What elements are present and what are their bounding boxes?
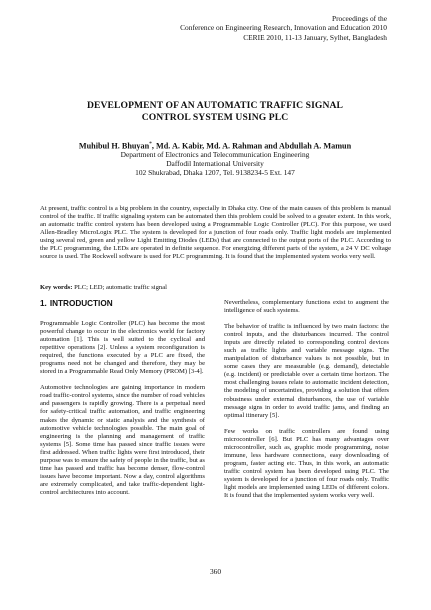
- intro-paragraph-2: Automotive technologies are gaining importance in modern road traffic-control systems, since the number of road vehicles and passengers is rapidly growing. There is a perpetual need for safety-critical traffic automation, and traffic engineering makes the dynamic or static analysis and the synthesis of automotive vehicle technologies possible. The main goal of engineering is the planning and management of traffic systems [5]. Some time has passed since traffic issues were first addressed. When traffic lights were first introduced, their purpose was to ensure the safety of people in the traffic, but as time has passed and traffic has become denser, flow-control issues have become important. Now a day, control algorithms are extremely complicated, and take traffic-dependent light-control architectures into account.: [40, 384, 205, 496]
- right-column: [224, 299, 389, 500]
- affiliation-department: Department of Electronics and Telecommunication Engineering: [120, 150, 310, 159]
- intro-paragraph-4: The behavior of traffic is influenced by two main factors: the control inputs, and the disturbances incurred. The control inputs are directly related to corresponding control devices such as traffic lights and variable message signs. The manipulation of disturbance values is not possible, but in some cases they are measurable (e.g. demand), detectable (e.g. incident) or predictable over a certain time horizon. The most challenging issues relate to automatic incident detection, the modeling of uncertainties, providing a solution that offers robustness under external disturbances, the use of variable message signs in order to avoid traffic jams, and finding an optimal itinerary [5].: [224, 323, 389, 419]
- page-number: 360: [209, 567, 222, 576]
- keywords: [40, 284, 391, 292]
- keywords-label: Key words:: [40, 284, 73, 291]
- keywords-text: PLC; LED; automatic traffic signal: [72, 284, 167, 291]
- abstract: At present, traffic control is a big problem in the country, especially in Dhaka city. One of the main causes of this problem is manual control of the traffic. If traffic signaling system can be automated then this problem could be solved to a greater extent. In this work, an automatic traffic control system has been developed using a Programmable Logic Controller (PLC). For this purpose, we used Allen-Bradley MicroLogix PLC. The system is developed for a junction of four roads only. Traffic light models are implemented using several red, green and yellow Light Emitting Diodes (LEDs) that are connected to the output ports of the PLC. According to the PLC programming, the LEDs are operated in definite sequence. For energizing different parts of the system, a 24 V DC voltage source is used. The Rockwell software is used for PLC programming. It is found that the implemented system works very well.: [40, 205, 391, 261]
- title-line-1: DEVELOPMENT OF AN AUTOMATIC TRAFFIC SIGNAL: [86, 100, 344, 111]
- paper-title: [60, 100, 370, 124]
- affiliation: [40, 150, 390, 178]
- other-authors: , Md. A. Kabir, Md. A. Rahman and Abdullah A. Mamun: [151, 141, 352, 151]
- proceedings-line-3: CERIE 2010, 11-13 January, Sylhet, Bangladesh: [243, 32, 387, 42]
- title-line-2: CONTROL SYSTEM USING PLC: [141, 112, 289, 123]
- section-number: 1.: [40, 299, 47, 308]
- section-title: INTRODUCTION: [49, 299, 113, 308]
- intro-paragraph-1: Programmable Logic Controller (PLC) has become the most powerful change to occur in the electronics world for factory automation [1]. This is well suited to the cyclical and repetitive operations [2]. Unless a system reconfiguration is required, the functions executed by a PLC are fixed, the programs need not be changed and therefore, they may be stored in a Programmable Read Only Memory (PROM) [3-4].: [40, 320, 205, 376]
- section-heading: [40, 299, 205, 309]
- intro-paragraph-3: Nevertheless, complementary functions exist to augment the intelligence of such systems.: [224, 299, 389, 315]
- first-author: Muhibul H. Bhuyan: [78, 141, 150, 151]
- proceedings-line-2: Conference on Engineering Research, Innovation and Education 2010: [180, 23, 387, 33]
- proceedings-line-1: Proceedings of the: [331, 14, 387, 23]
- intro-paragraph-5: Few works on traffic controllers are found using microcontroller [6]. But PLC has many advantages over microcontroller, such as, graphic mode programming, noise immune, less hardware connections, easy downloading of program, faster acting etc. Thus, in this work, an automatic traffic control system has been developed using PLC. The system is developed for a junction of four roads only. Traffic light models are implemented using LEDs of different colors. It is found that the implemented system works very well.: [224, 427, 389, 500]
- affiliation-address: 102 Shukrabad, Dhaka 1207, Tel. 9138234-5 Ext. 147: [135, 168, 295, 178]
- corresponding-author-mark: *: [149, 141, 152, 147]
- left-column: [40, 299, 205, 497]
- affiliation-university: Daffodil International University: [166, 159, 264, 169]
- proceedings-header: [87, 14, 387, 42]
